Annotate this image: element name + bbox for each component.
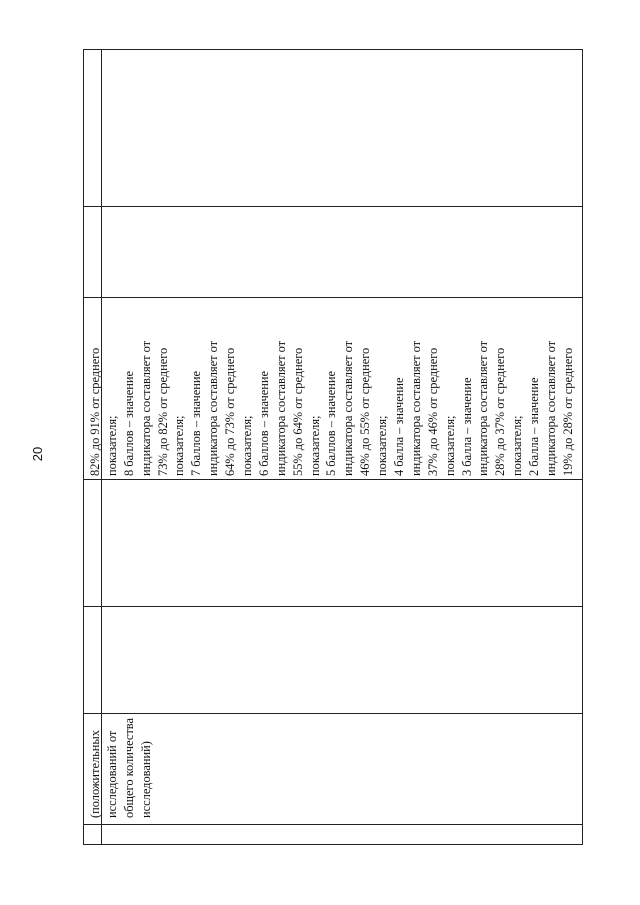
table-cell-criteria <box>84 298 584 479</box>
criteria-text-line: показателя; <box>307 415 322 476</box>
table-cell-indicator <box>84 714 584 824</box>
indicator-text-line: (положительных <box>88 730 102 818</box>
criteria-text-line: 3 балла – значение <box>459 377 474 476</box>
table-row-divider <box>84 606 582 607</box>
criteria-text-line: индикатора составляет от <box>273 340 288 476</box>
table-row-divider <box>84 479 582 480</box>
criteria-text-line: 5 баллов – значение <box>324 370 339 476</box>
criteria-text-line: показателя; <box>375 415 390 476</box>
criteria-text-line: индикатора составляет от <box>408 340 423 476</box>
criteria-text-line: индикатора составляет от <box>544 340 559 476</box>
criteria-text-line: показателя; <box>442 415 457 476</box>
criteria-text-line: индикатора составляет от <box>341 340 356 476</box>
criteria-text-line: показателя; <box>172 415 187 476</box>
criteria-text-line: показателя; <box>510 415 525 476</box>
criteria-text-line: 4 балла – значение <box>392 377 407 476</box>
criteria-text-line: 46% до 55% от среднего <box>358 347 373 476</box>
criteria-text-line: 73% до 82% от среднего <box>155 347 170 476</box>
page-number: 20 <box>30 446 45 462</box>
criteria-text-line: 55% до 64% от среднего <box>290 347 305 476</box>
indicator-text-line: общего количества <box>121 718 136 818</box>
criteria-text-line: 64% до 73% от среднего <box>223 347 238 476</box>
criteria-text-line: показателя; <box>104 415 119 476</box>
criteria-text-line: 8 баллов – значение <box>121 370 136 476</box>
indicator-text-line: исследований от <box>104 730 119 818</box>
criteria-text-line: 2 балла – значение <box>527 377 542 476</box>
criteria-text-line: 7 баллов – значение <box>189 370 204 476</box>
criteria-table <box>83 49 583 845</box>
table-row-divider <box>84 206 582 207</box>
criteria-text-line: 37% до 46% от среднего <box>425 347 440 476</box>
indicator-text-line: исследований) <box>138 741 153 818</box>
table-row-divider <box>84 824 582 825</box>
criteria-text-line: индикатора составляет от <box>138 340 153 476</box>
criteria-text-line: 82% до 91% от среднего <box>88 347 102 476</box>
criteria-text-line: 28% до 37% от среднего <box>493 347 508 476</box>
criteria-text-line: 19% до 28% от среднего <box>560 347 575 476</box>
criteria-text-line: индикатора составляет от <box>206 340 221 476</box>
criteria-text-line: индикатора составляет от <box>476 340 491 476</box>
criteria-text-line: 6 баллов – значение <box>256 370 271 476</box>
criteria-text-line: показателя; <box>240 415 255 476</box>
scan-edge <box>320 893 520 905</box>
